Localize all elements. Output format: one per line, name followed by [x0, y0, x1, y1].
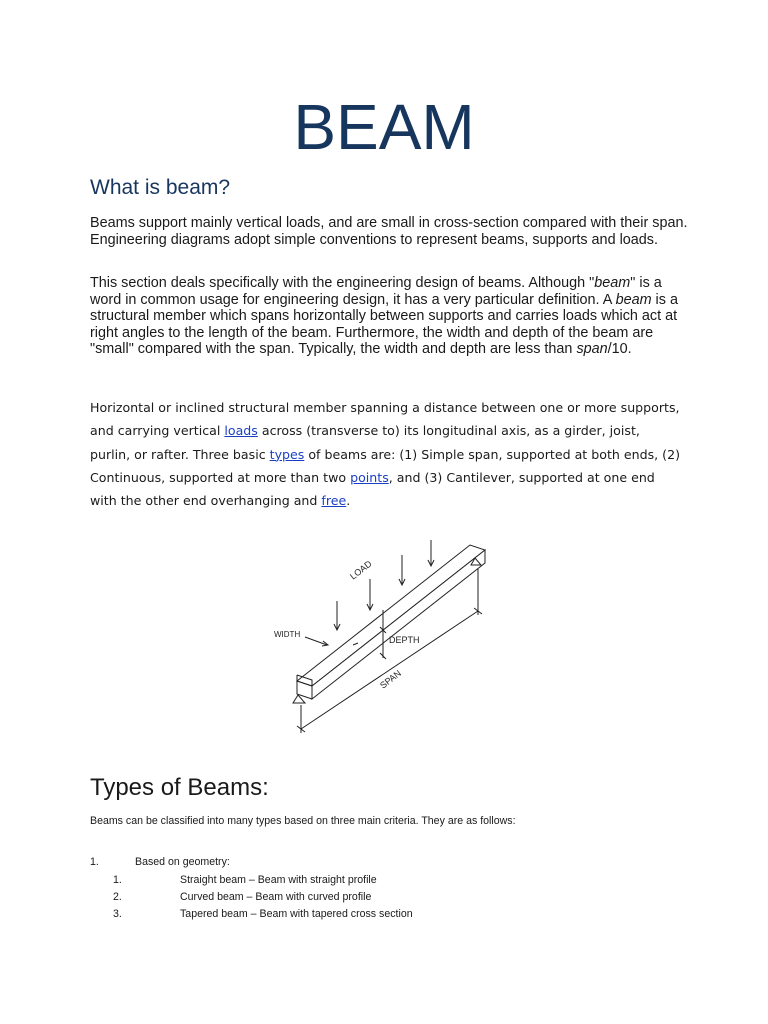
section-heading-what-is-beam: What is beam?: [90, 176, 231, 199]
paragraph-types-summary: Horizontal or inclined structural member spanning a distance between one or more supports, and carrying vertical loads across (transverse to) its longitudinal axis, as a girder, joist, purlin, or rafter. Three basic types of beams are: (1) Simple span, supported at both ends, (2) Continuous, supported at more than two points, and (3) Cantilever, supported at one end with the other end overhanging and free.: [90, 400, 680, 509]
beam-diagram: [265, 533, 505, 743]
list-item-curved-beam: Curved beam – Beam with curved profile: [180, 891, 372, 903]
italic-beam: beam: [594, 275, 631, 291]
link-loads[interactable]: loads: [224, 423, 258, 439]
paragraph-definition: This section deals specifically with the engineering design of beams. Although "beam" is a word in common usage for engineering design, it has a very particular definition. A beam is a structural member which spans horizontally between supports and carries loads which act at right angles to the length of the beam. Furthermore, the width and depth of the beam are "small" compared with the span. Typically, the width and depth are less than span/10.: [90, 275, 678, 358]
italic-span: span: [576, 341, 608, 358]
section-heading-types: Types of Beams:: [90, 774, 269, 801]
list-item-number: 1.: [113, 874, 122, 886]
list-item-tapered-beam: Tapered beam – Beam with tapered cross section: [180, 908, 413, 920]
italic-beam: beam: [615, 291, 652, 308]
label-load: LOAD: [348, 558, 374, 582]
label-width: WIDTH: [274, 630, 301, 639]
link-types[interactable]: types: [269, 446, 305, 462]
list-item-number: 3.: [113, 908, 122, 920]
list-label: Based on geometry:: [135, 856, 230, 868]
paragraph-intro: Beams support mainly vertical loads, and are small in cross-section compared with their span. Engineering diagrams adopt simple conventions to represent beams, supports and loads.: [90, 215, 688, 248]
list-number: 1.: [90, 856, 99, 868]
label-depth: DEPTH: [389, 635, 420, 645]
list-item-straight-beam: Straight beam – Beam with straight profile: [180, 874, 377, 886]
types-intro: Beams can be classified into many types based on three main criteria. They are as follows:: [90, 815, 516, 827]
link-points[interactable]: points: [350, 469, 389, 485]
page-title: BEAM: [293, 91, 475, 163]
link-free[interactable]: free: [321, 493, 347, 509]
list-item-number: 2.: [113, 891, 122, 903]
label-span: SPAN: [378, 668, 404, 691]
